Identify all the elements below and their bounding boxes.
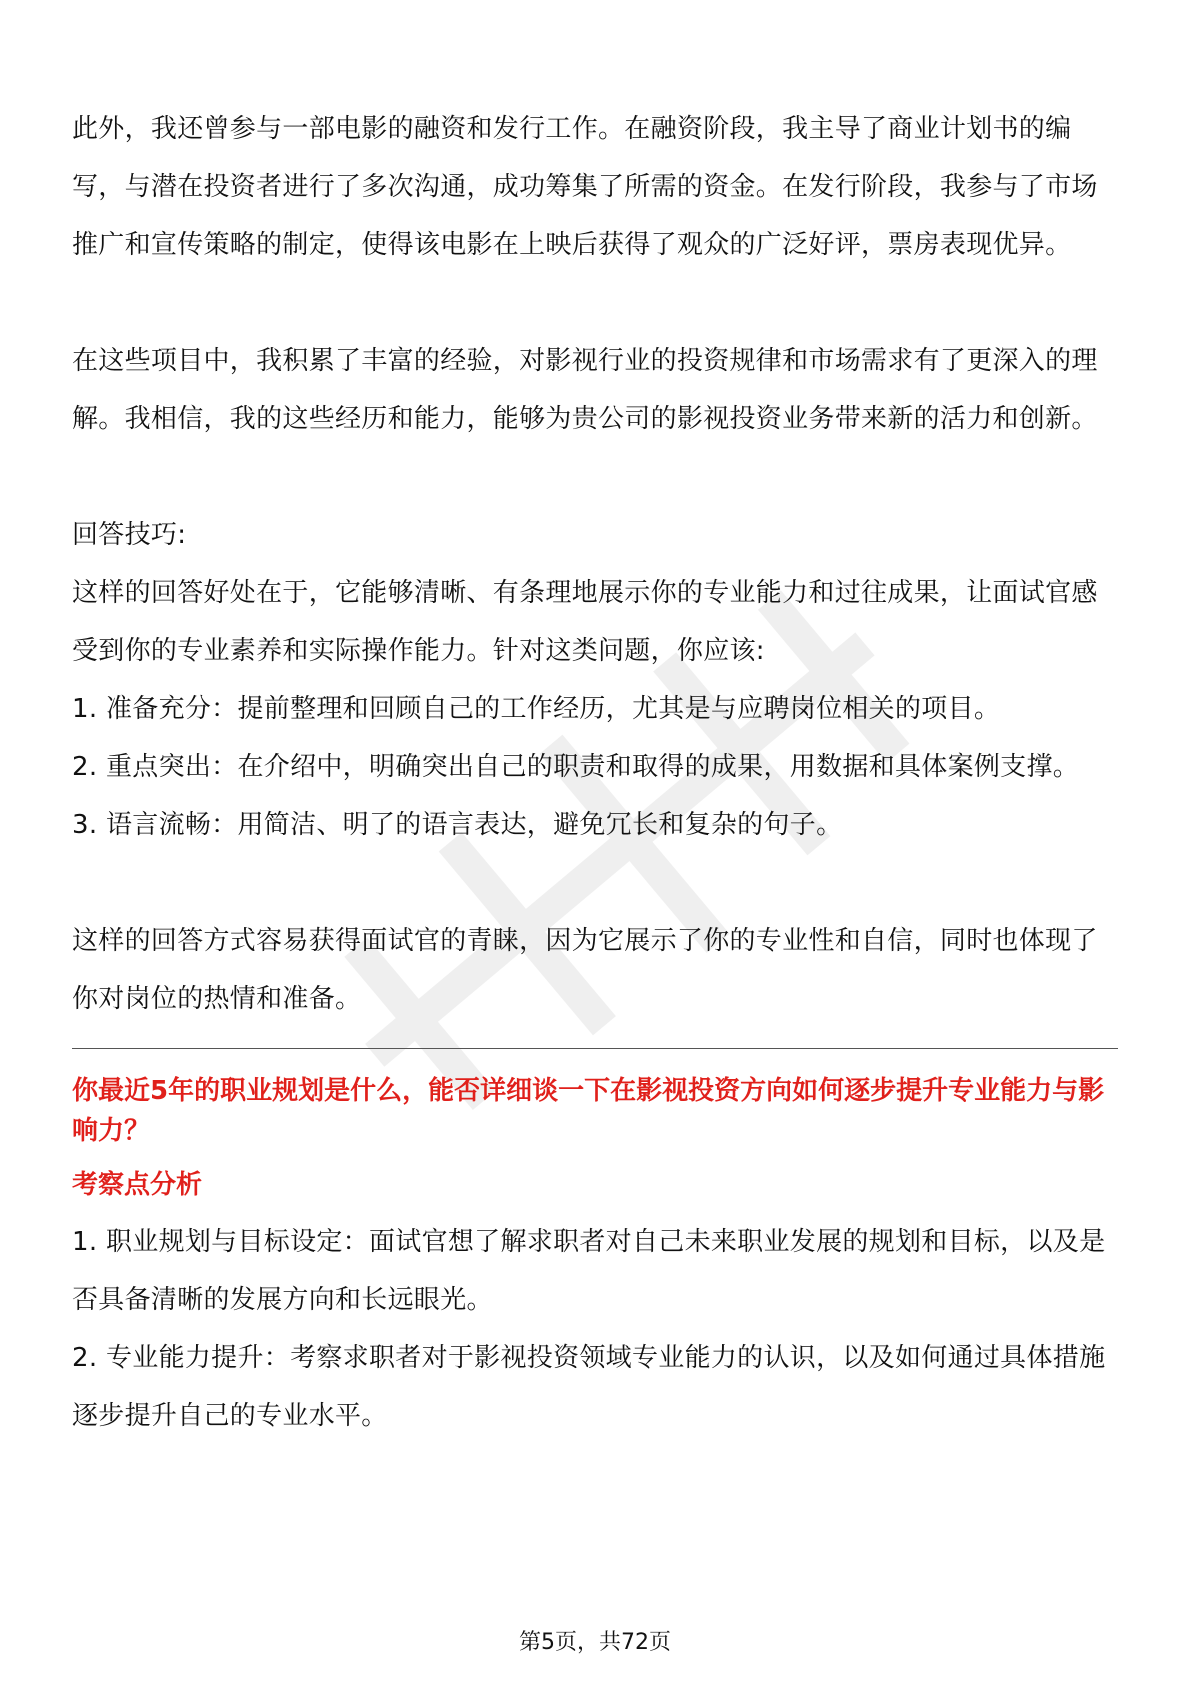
- page-content: [72, 100, 1118, 1445]
- paragraph-gap: [72, 274, 1118, 332]
- tips-conclusion: 这样的回答方式容易获得面试官的青睐，因为它展示了你的专业性和自信，同时也体现了你对岗位的热情和准备。: [72, 926, 1098, 1014]
- paragraph-gap: [72, 448, 1118, 506]
- analysis-point-2: 2. 专业能力提升：考察求职者对于影视投资领域专业能力的认识，以及如何通过具体措施逐步提升自己的专业水平。: [72, 1343, 1106, 1431]
- tips-item-1: 1. 准备充分：提前整理和回顾自己的工作经历，尤其是与应聘岗位相关的项目。: [72, 694, 1001, 724]
- question-title: 你最近5年的职业规划是什么，能否详细谈一下在影视投资方向如何逐步提升专业能力与影响力？: [72, 1076, 1105, 1146]
- paragraph-financing: 此外，我还曾参与一部电影的融资和发行工作。在融资阶段，我主导了商业计划书的编写，与潜在投资者进行了多次沟通，成功筹集了所需的资金。在发行阶段，我参与了市场推广和宣传策略的制定，使得该电影在上映后获得了观众的广泛好评，票房表现优异。: [72, 114, 1098, 260]
- tips-intro: 这样的回答好处在于，它能够清晰、有条理地展示你的专业能力和过往成果，让面试官感受到你的专业素养和实际操作能力。针对这类问题，你应该:: [72, 578, 1098, 666]
- tips-item-3: 3. 语言流畅：用简洁、明了的语言表达，避免冗长和复杂的句子。: [72, 810, 843, 840]
- paragraph-gap: [72, 854, 1118, 912]
- paragraph-experience: 在这些项目中，我积累了丰富的经验，对影视行业的投资规律和市场需求有了更深入的理解。我相信，我的这些经历和能力，能够为贵公司的影视投资业务带来新的活力和创新。: [72, 346, 1098, 434]
- section-divider: [72, 1048, 1118, 1049]
- analysis-point-1: 1. 职业规划与目标设定：面试官想了解求职者对自己未来职业发展的规划和目标，以及是否具备清晰的发展方向和长远眼光。: [72, 1227, 1106, 1315]
- page-footer: 第5页，共72页: [519, 1630, 671, 1655]
- tips-item-2: 2. 重点突出：在介绍中，明确突出自己的职责和取得的成果，用数据和具体案例支撑。: [72, 752, 1080, 782]
- tips-label: 回答技巧:: [72, 520, 187, 550]
- analysis-heading: 考察点分析: [72, 1170, 203, 1200]
